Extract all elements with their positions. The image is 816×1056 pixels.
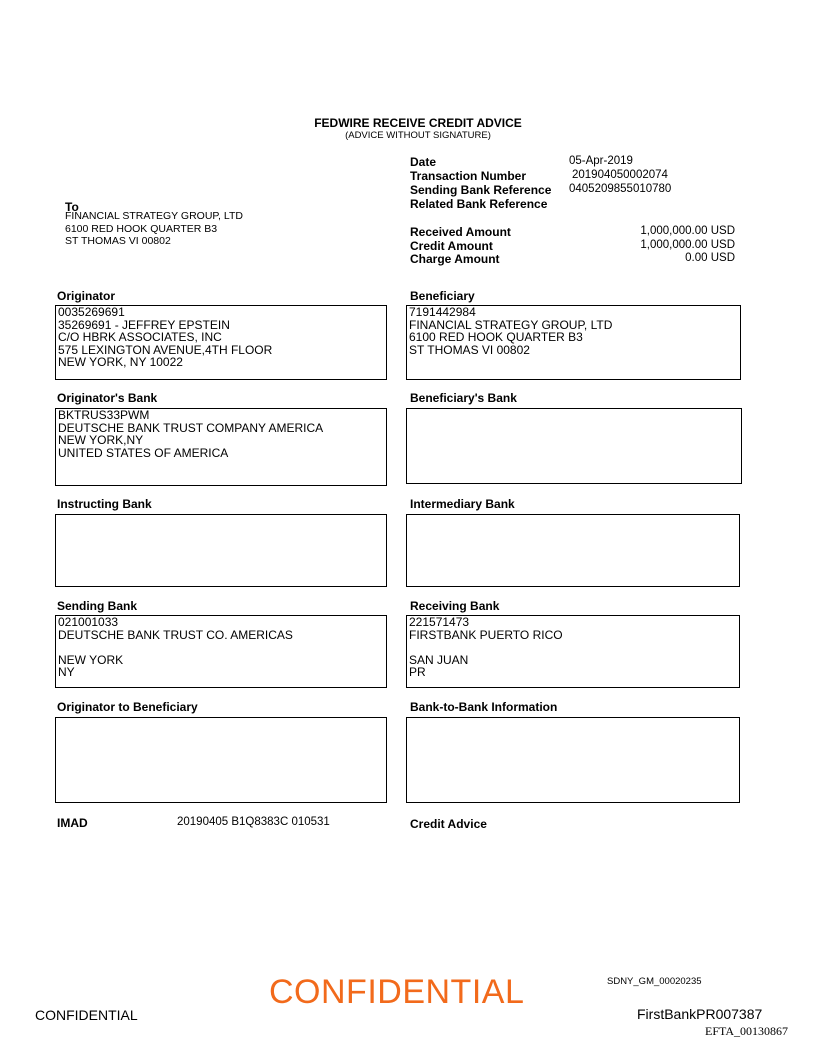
related-bank-reference-label: Related Bank Reference [410,197,548,211]
sending-bank-line: 021001033 [58,615,119,629]
originator-box [55,305,387,380]
sending-bank-box [55,615,387,688]
receiving-bank-line: SAN JUAN [409,652,469,667]
originators-bank-line: UNITED STATES OF AMERICA [58,445,229,460]
sending-bank-reference-value: 0405209855010780 [569,183,672,195]
originator-title: Originator [57,289,116,303]
beneficiary-box [406,305,741,380]
to-line: ST THOMAS VI 00802 [65,235,171,247]
to-line: FINANCIAL STRATEGY GROUP, LTD [65,210,243,222]
originators-bank-line: DEUTSCHE BANK TRUST COMPANY AMERICA [58,420,324,435]
charge-amount-label: Charge Amount [410,252,500,266]
transaction-number-value: 201904050002074 [572,169,668,181]
instructing-bank-title: Instructing Bank [57,497,152,511]
originator-line: 35269691 - JEFFREY EPSTEIN [58,317,230,332]
originator-line: 0035269691 [58,305,125,319]
credit-advice-label: Credit Advice [410,817,487,831]
bank-to-bank-title: Bank-to-Bank Information [410,700,558,714]
originator-line: NEW YORK, NY 10022 [58,355,183,369]
sending-bank-line: NEW YORK [58,652,124,667]
credit-amount-value: 1,000,000.00 USD [640,239,735,251]
beneficiarys-bank-title: Beneficiary's Bank [410,391,517,405]
intermediary-bank-box [406,514,740,587]
beneficiary-line: ST THOMAS VI 00802 [409,342,530,357]
imad-value: 20190405 B1Q8383C 010531 [177,816,330,828]
beneficiary-title: Beneficiary [410,289,475,303]
confidential-stamp: CONFIDENTIAL [269,973,525,1011]
intermediary-bank-title: Intermediary Bank [410,497,515,511]
beneficiarys-bank-box [406,408,742,484]
to-line: 6100 RED HOOK QUARTER B3 [65,222,218,235]
sending-bank-line: NY [58,665,75,679]
sending-bank-title: Sending Bank [57,599,138,613]
receiving-bank-line: PR [409,665,426,679]
charge-amount-value: 0.00 USD [685,252,735,264]
sending-bank-line [58,641,386,654]
confidential-footer-left: CONFIDENTIAL [35,1007,138,1023]
efta-bates-number: EFTA_00130867 [705,1024,789,1038]
instructing-bank-box [55,514,387,587]
beneficiary-line: FINANCIAL STRATEGY GROUP, LTD [409,317,613,332]
receiving-bank-line [409,641,739,654]
sending-bank-line: DEUTSCHE BANK TRUST CO. AMERICAS [58,627,293,642]
received-amount-label: Received Amount [410,225,511,239]
originators-bank-line: NEW YORK,NY [58,433,144,447]
originator-line: 575 LEXINGTON AVENUE,4TH FLOOR [58,342,273,357]
beneficiary-line: 7191442984 [409,305,476,319]
sending-bank-reference-label: Sending Bank Reference [410,183,552,197]
receiving-bank-title: Receiving Bank [410,599,500,613]
document-subtitle: (ADVICE WITHOUT SIGNATURE) [345,130,491,141]
document-title: FEDWIRE RECEIVE CREDIT ADVICE [314,116,522,130]
received-amount-value: 1,000,000.00 USD [640,225,735,237]
originators-bank-line: BKTRUS33PWM [58,408,150,422]
receiving-bank-line: FIRSTBANK PUERTO RICO [409,627,563,642]
sdny-bates-number: SDNY_GM_00020235 [607,976,702,987]
imad-label: IMAD [57,816,88,830]
originators-bank-title: Originator's Bank [57,391,158,405]
date-value: 05-Apr-2019 [569,155,633,167]
credit-amount-label: Credit Amount [410,239,493,253]
beneficiary-line: 6100 RED HOOK QUARTER B3 [409,330,583,344]
to-label: To [65,200,79,214]
receiving-bank-line: 221571473 [409,615,470,629]
date-label: Date [410,155,437,169]
bank-to-bank-box [406,717,740,803]
originator-to-beneficiary-box [55,717,387,803]
receiving-bank-box [406,615,740,688]
originators-bank-box [55,408,387,486]
originator-line: C/O HBRK ASSOCIATES, INC [58,330,222,344]
transaction-number-label: Transaction Number [410,169,527,183]
firstbank-bates-number: FirstBankPR007387 [637,1006,763,1022]
originator-to-beneficiary-title: Originator to Beneficiary [57,700,198,714]
to-address [65,210,243,248]
